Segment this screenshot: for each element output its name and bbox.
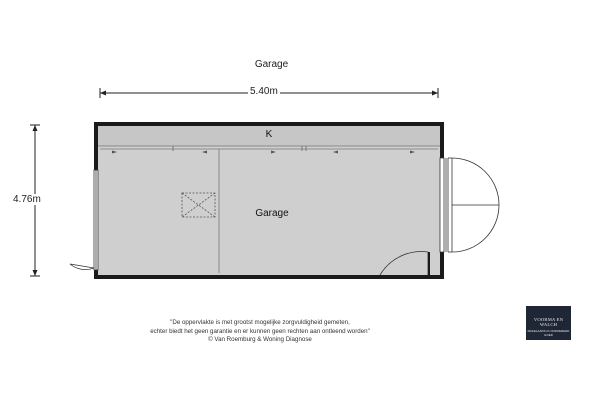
width-arrow-right — [432, 91, 438, 96]
logo-tagline: MAKELAARS IN ONROEREND GOED — [527, 329, 570, 337]
company-logo — [526, 306, 571, 340]
plan-title: Garage — [254, 59, 289, 70]
depth-arrow-top — [33, 125, 38, 131]
room-label: Garage — [255, 208, 289, 219]
left-window — [94, 170, 98, 270]
disclaimer-line-2: echter biedt het geen garantie en er kunnen geen rechten aan ontleend worden" — [150, 327, 370, 335]
width-arrow-left — [100, 91, 106, 96]
disclaimer-line-3: © Van Roemburg & Woning Diagnose — [208, 336, 312, 344]
left-door-swing — [70, 264, 94, 270]
logo-name: VOORMA EN WALCH — [533, 317, 564, 327]
right-double-door — [440, 158, 499, 252]
storage-strip-label: K — [265, 129, 273, 140]
depth-arrow-bottom — [33, 270, 38, 276]
depth-dimension-label: 4.76m — [13, 194, 41, 205]
width-dimension-label: 5.40m — [250, 86, 278, 97]
inner-door-frame — [428, 252, 430, 275]
garage-floor — [96, 124, 442, 277]
disclaimer-line-1: "De oppervlakte is met grootst mogelijke zorgvuldigheid gemeten, — [170, 319, 350, 326]
disclaimer — [85, 319, 435, 345]
